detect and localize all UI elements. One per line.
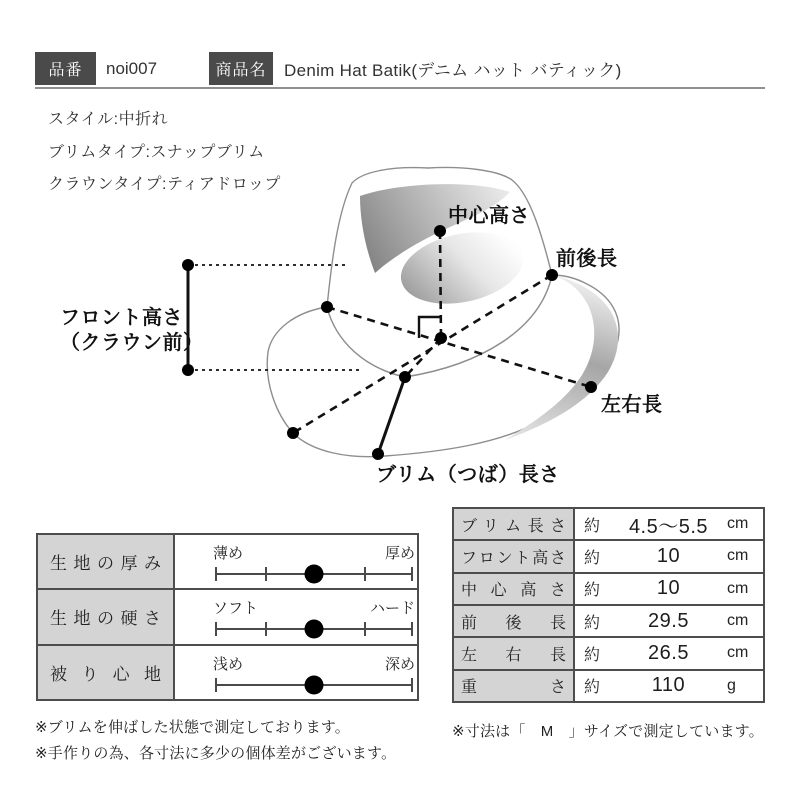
slider-track <box>215 684 413 686</box>
size-label-cell <box>454 671 575 701</box>
feature-slider-cell <box>175 590 417 643</box>
size-value: 26.5 <box>648 641 689 664</box>
size-approx: 約 <box>584 679 601 697</box>
size-approx: 約 <box>584 517 601 535</box>
product-name-label: 商品名 <box>215 62 267 79</box>
size-unit: cm <box>727 579 749 597</box>
slider-tick <box>215 678 217 692</box>
size-label: フロント高さ <box>461 549 566 567</box>
size-value-cell <box>575 606 763 636</box>
label-front-height-line2: （クラウン前） <box>60 332 204 354</box>
size-row-front-back <box>454 606 763 638</box>
footnote-brim-measured: ※ブリムを伸ばした状態で測定しております。 <box>35 719 350 736</box>
size-value: 10 <box>656 577 681 600</box>
size-value-cell <box>575 574 763 604</box>
size-label-cell <box>454 606 575 636</box>
feature-row-thickness <box>38 535 417 590</box>
feature-label-cell <box>38 535 175 588</box>
size-row-front-height <box>454 541 763 573</box>
size-row-weight <box>454 671 763 701</box>
slider-max-label: 厚め <box>384 545 415 562</box>
size-label: ブリム長さ <box>461 517 566 535</box>
size-value: 4.5〜5.5 <box>628 515 709 538</box>
feature-label-cell <box>38 590 175 643</box>
size-value-cell <box>575 671 763 701</box>
feature-row-hardness <box>38 590 417 645</box>
feature-row-fit <box>38 646 417 699</box>
size-approx: 約 <box>584 614 601 632</box>
size-label: 前後長 <box>461 614 566 632</box>
slider-dot <box>305 565 324 584</box>
footnote-handmade: ※手作りの為、各寸法に多少の個体差がございます。 <box>35 745 397 762</box>
slider-max-label: 深め <box>384 655 415 673</box>
size-value: 10 <box>656 544 681 567</box>
slider-min-label: 薄め <box>213 545 244 562</box>
spec-style: スタイル:中折れ <box>48 111 169 128</box>
size-label: 左右長 <box>461 646 566 664</box>
size-table <box>452 507 765 703</box>
item-number-label: 品番 <box>48 62 83 79</box>
size-label-cell <box>454 509 575 539</box>
size-label-cell <box>454 541 575 571</box>
slider-tick <box>364 567 366 581</box>
size-unit: cm <box>727 547 749 565</box>
label-front-height <box>60 306 204 356</box>
size-value-cell <box>575 638 763 668</box>
slider-min-label: 浅め <box>213 655 244 673</box>
size-row-center-height <box>454 574 763 606</box>
feature-table <box>36 533 419 701</box>
feature-label: 生地の厚み <box>50 554 161 574</box>
size-unit: cm <box>727 612 749 630</box>
slider-tick <box>215 567 217 581</box>
spec-crown-type: クラウンタイプ:ティアドロップ <box>48 176 281 193</box>
size-row-left-right <box>454 638 763 670</box>
slider-max-label: ハード <box>369 600 415 618</box>
slider-track <box>215 573 413 575</box>
size-label: 中心高さ <box>461 582 566 600</box>
size-label: 重さ <box>461 679 566 697</box>
size-label-cell <box>454 638 575 668</box>
slider-tick <box>411 678 413 692</box>
size-unit: g <box>727 676 736 694</box>
feature-slider-cell <box>175 646 417 699</box>
footnote-size-m: ※寸法は「 M 」サイズで測定しています。 <box>452 723 764 740</box>
slider-tick <box>411 567 413 581</box>
slider-tick <box>265 622 267 636</box>
size-unit: cm <box>727 515 749 533</box>
item-number-value: noi007 <box>106 58 158 78</box>
feature-label: 被り心地 <box>50 664 161 684</box>
slider-track <box>215 628 413 630</box>
label-left-right-length: 左右長 <box>601 394 663 416</box>
feature-label-cell <box>38 646 175 699</box>
size-approx: 約 <box>584 549 601 567</box>
size-approx: 約 <box>584 646 601 664</box>
slider-tick <box>364 622 366 636</box>
feature-slider-cell <box>175 535 417 588</box>
product-name-value: Denim Hat Batik(デニム ハット バティック) <box>284 61 622 80</box>
label-center-height: 中心高さ <box>448 205 530 227</box>
size-label-cell <box>454 574 575 604</box>
label-brim-length: ブリム（つば）長さ <box>376 464 560 486</box>
label-front-back-length: 前後長 <box>556 248 618 270</box>
size-value: 110 <box>651 674 686 697</box>
spec-brim-type: ブリムタイプ:スナップブリム <box>48 144 265 161</box>
size-value: 29.5 <box>648 609 689 632</box>
slider-min-label: ソフト <box>213 600 259 618</box>
slider-tick <box>411 622 413 636</box>
size-value-cell <box>575 541 763 571</box>
size-approx: 約 <box>584 582 601 600</box>
size-value-cell <box>575 509 763 539</box>
slider-tick <box>265 567 267 581</box>
feature-label: 生地の硬さ <box>50 609 161 629</box>
slider-tick <box>215 622 217 636</box>
slider-dot <box>305 675 324 694</box>
size-row-brim <box>454 509 763 541</box>
slider-dot <box>305 620 324 639</box>
label-front-height-line1: フロント高さ <box>60 307 183 329</box>
size-unit: cm <box>727 644 749 662</box>
